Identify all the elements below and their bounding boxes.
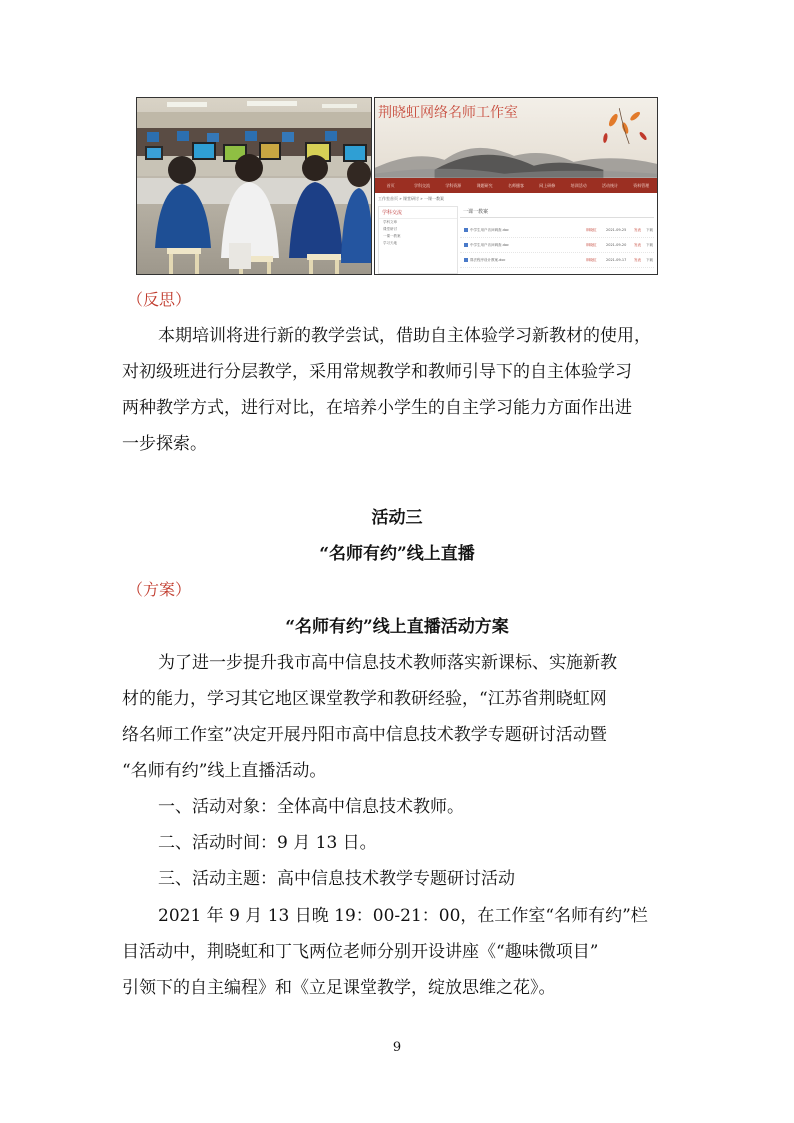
file-action[interactable]: 发表 (634, 257, 641, 262)
nav-item[interactable]: 课题研究 (476, 182, 493, 188)
file-download[interactable]: 下载 (646, 242, 653, 247)
activity-title: 活动三 (371, 508, 423, 528)
studio-website-screenshot (374, 97, 658, 275)
file-name[interactable]: 中学生用户访问调查.doc (470, 242, 509, 247)
plan-item-time: 二、活动时间：9 月 13 日。 (158, 833, 377, 853)
sidebar-item[interactable]: 学习天地 (383, 241, 397, 245)
file-action[interactable]: 发表 (634, 242, 641, 247)
intro-line: 为了进一步提升我市高中信息技术教师落实新课标、实施新教 (158, 653, 617, 673)
sidebar-item[interactable]: 一课一教案 (383, 234, 401, 238)
plan-item-theme: 三、活动主题：高中信息技术教学专题研讨活动 (158, 869, 515, 889)
intro-line: “名师有约”线上直播活动。 (122, 761, 327, 781)
file-date: 2021-09-17 (606, 258, 627, 262)
page-number: 9 (392, 1040, 402, 1055)
file-download[interactable]: 下载 (646, 227, 653, 232)
intro-line: 络名师工作室”决定开展丹阳市高中信息技术教学专题研讨活动暨 (122, 725, 607, 745)
reflection-label: （反思） (127, 290, 192, 309)
file-row[interactable] (460, 253, 654, 268)
plan-label: （方案） (127, 580, 192, 599)
nav-item[interactable]: 学科交流 (413, 182, 430, 188)
file-date: 2021-09-25 (606, 228, 627, 232)
sidebar-item[interactable]: 学科文章 (383, 220, 397, 224)
file-date: 2021-09-20 (606, 243, 627, 247)
document-icon (464, 258, 468, 262)
file-uploader: 荆晓虹 (586, 242, 597, 247)
file-row[interactable] (460, 238, 654, 253)
website-breadcrumb: 工作室首页 » 课堂研讨 » 一课一教案 (378, 196, 444, 201)
reflection-line: 两种教学方式，进行对比，在培养小学生的自主学习能力方面作出进 (122, 398, 632, 418)
nav-item[interactable]: 资料管理 (633, 182, 650, 188)
website-sidebar (378, 206, 458, 274)
website-nav-bar (375, 178, 657, 193)
plan-title: “名师有约”线上直播活动方案 (285, 617, 509, 637)
document-icon (464, 228, 468, 232)
website-file-list (460, 206, 654, 272)
file-name[interactable]: 中学生用户访问调查.doc (470, 227, 509, 232)
reflection-line: 对初级班进行分层教学，采用常规教学和教师引导下的自主体验学习 (122, 362, 632, 382)
detail-line: 2021 年 9 月 13 日晚 19：00-21：00，在工作室“名师有约”栏 (158, 906, 648, 926)
document-icon (464, 243, 468, 247)
file-uploader: 荆晓虹 (586, 257, 597, 262)
intro-line: 材的能力，学习其它地区课堂教学和教研经验，“江苏省荆晓虹网 (122, 689, 607, 709)
file-list-heading: 一课一教案 (460, 206, 654, 218)
sidebar-item[interactable]: 课堂研讨 (383, 227, 397, 231)
nav-item[interactable]: 名师播客 (507, 182, 524, 188)
nav-item[interactable]: 学科资源 (445, 182, 462, 188)
file-name[interactable]: 算法程序设计教案.doc (470, 257, 506, 262)
plan-item-audience: 一、活动对象：全体高中信息技术教师。 (158, 797, 464, 817)
reflection-line: 本期培训将进行新的教学尝试，借助自主体验学习新教材的使用， (158, 326, 651, 346)
file-uploader: 荆晓虹 (586, 227, 597, 232)
detail-line: 引领下的自主编程》和《立足课堂教学，绽放思维之花》。 (122, 978, 556, 998)
sidebar-title: 学科交流 (379, 207, 457, 219)
file-download[interactable]: 下载 (646, 257, 653, 262)
nav-item[interactable]: 培训活动 (570, 182, 587, 188)
activity-subtitle: “名师有约”线上直播 (319, 544, 475, 564)
website-banner-title: 荆晓虹网络名师工作室 (378, 105, 518, 121)
detail-line: 目活动中，荆晓虹和丁飞两位老师分别开设讲座《“趣味微项目” (122, 942, 599, 962)
file-row[interactable] (460, 223, 654, 238)
file-action[interactable]: 发表 (634, 227, 641, 232)
reflection-line: 一步探索。 (122, 434, 207, 454)
nav-item[interactable]: 首页 (386, 182, 395, 188)
nav-item[interactable]: 活动统计 (601, 182, 618, 188)
classroom-photo (136, 97, 372, 275)
nav-item[interactable]: 网上研修 (539, 182, 556, 188)
